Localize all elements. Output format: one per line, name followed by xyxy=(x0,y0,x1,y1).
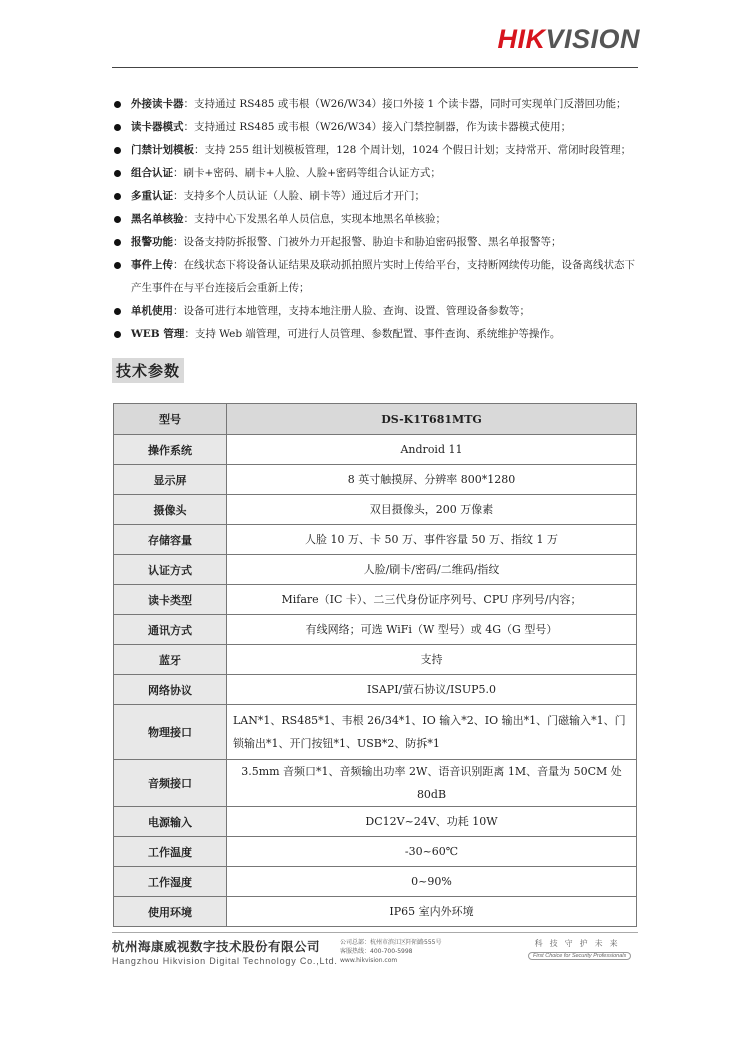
feature-item xyxy=(112,162,640,185)
slogan-cn: 科技守护未来 xyxy=(534,939,625,948)
feature-text: ：支持通过 RS485 或韦根（W26/W34）接口外接 1 个读卡器，同时可实现单门反潜回功能； xyxy=(183,98,627,110)
header-divider xyxy=(112,67,638,68)
spec-value: IP65 室内外环境 xyxy=(227,897,637,927)
spec-label: 工作湿度 xyxy=(114,867,227,897)
spec-row xyxy=(114,867,637,897)
spec-value: 有线网络；可选 WiFi（W 型号）或 4G（G 型号） xyxy=(227,615,637,645)
feature-item xyxy=(112,93,640,116)
spec-label: 存储容量 xyxy=(114,525,227,555)
feature-term: 多重认证 xyxy=(131,190,173,202)
spec-value: 人脸 10 万、卡 50 万、事件容量 50 万、指纹 1 万 xyxy=(227,525,637,555)
feature-text: ：支持通过 RS485 或韦根（W26/W34）接入门禁控制器，作为读卡器模式使用； xyxy=(183,121,572,133)
spec-row xyxy=(114,495,637,525)
hikvision-logo xyxy=(497,24,640,55)
feature-text: ：支持 255 组计划模板管理，128 个周计划，1024 个假日计划；支持常开、常闭时段管理； xyxy=(194,144,632,156)
feature-text: ：支持多个人员认证（人脸、刷卡等）通过后才开门； xyxy=(173,190,425,202)
logo-part-grey: VISION xyxy=(545,24,640,54)
feature-text: ：设备可进行本地管理，支持本地注册人脸、查询、设置、管理设备参数等； xyxy=(173,305,530,317)
spec-row xyxy=(114,465,637,495)
feature-term: WEB 管理 xyxy=(131,328,185,340)
spec-row xyxy=(114,705,637,760)
feature-item xyxy=(112,208,640,231)
feature-item xyxy=(112,323,640,346)
section-title: 技术参数 xyxy=(112,358,184,383)
spec-row xyxy=(114,585,637,615)
footer-divider xyxy=(112,932,638,933)
spec-label: 显示屏 xyxy=(114,465,227,495)
spec-row xyxy=(114,525,637,555)
feature-item xyxy=(112,185,640,208)
feature-term: 组合认证 xyxy=(131,167,173,179)
spec-row xyxy=(114,555,637,585)
spec-label: 摄像头 xyxy=(114,495,227,525)
spec-label: 通讯方式 xyxy=(114,615,227,645)
spec-value: -30~60℃ xyxy=(227,837,637,867)
spec-row xyxy=(114,837,637,867)
feature-text: ：支持 Web 端管理，可进行人员管理、参数配置、事件查询、系统维护等操作。 xyxy=(184,328,561,340)
feature-item xyxy=(112,254,640,300)
spec-row xyxy=(114,615,637,645)
spec-label: 音频接口 xyxy=(114,760,227,807)
feature-term: 事件上传 xyxy=(131,259,173,271)
spec-header-row xyxy=(114,404,637,435)
spec-value: 0~90% xyxy=(227,867,637,897)
feature-text: ：设备支持防拆报警、门被外力开起报警、胁迫卡和胁迫密码报警、黑名单报警等； xyxy=(173,236,562,248)
spec-label: 读卡类型 xyxy=(114,585,227,615)
service-hotline: 客服热线：400-700-5998 xyxy=(340,948,413,955)
footer-contact xyxy=(340,938,441,965)
feature-item xyxy=(112,231,640,254)
footer-company xyxy=(112,937,338,966)
spec-label: 使用环境 xyxy=(114,897,227,927)
spec-label: 物理接口 xyxy=(114,705,227,760)
spec-value: 3.5mm 音频口*1、音频输出功率 2W、语音识别距离 1M、音量为 50CM 处 80dB xyxy=(227,760,637,807)
feature-term: 单机使用 xyxy=(131,305,173,317)
spec-row xyxy=(114,897,637,927)
company-name-cn: 杭州海康威视数字技术股份有限公司 xyxy=(112,939,321,954)
spec-value: Mifare（IC 卡）、二三代身份证序列号、CPU 序列号/内容； xyxy=(227,585,637,615)
spec-row xyxy=(114,807,637,837)
spec-row xyxy=(114,675,637,705)
feature-term: 读卡器模式 xyxy=(131,121,184,133)
slogan-en: First Choice for Security Professionals xyxy=(528,952,631,960)
spec-value: LAN*1、RS485*1、韦根 26/34*1、IO 输入*2、IO 输出*1、门磁输入*1、门锁输出*1、开门按钮*1、USB*2、防拆*1 xyxy=(227,705,637,760)
feature-item xyxy=(112,139,640,162)
spec-value: DC12V~24V、功耗 10W xyxy=(227,807,637,837)
feature-text: ：在线状态下将设备认证结果及联动抓拍照片实时上传给平台，支持断网续传功能，设备离线状态下产生事件在与平台连接后会重新上传； xyxy=(131,259,635,294)
spec-header-label: 型号 xyxy=(114,404,227,435)
spec-row xyxy=(114,435,637,465)
spec-label: 电源输入 xyxy=(114,807,227,837)
spec-value: 双目摄像头，200 万像素 xyxy=(227,495,637,525)
spec-value: Android 11 xyxy=(227,435,637,465)
company-website: www.hikvision.com xyxy=(340,957,398,964)
spec-label: 操作系统 xyxy=(114,435,227,465)
feature-text: ：支持中心下发黑名单人员信息，实现本地黑名单核验； xyxy=(183,213,446,225)
feature-item xyxy=(112,116,640,139)
logo-part-red: HIK xyxy=(497,24,546,54)
feature-term: 黑名单核验 xyxy=(131,213,184,225)
spec-value: 支持 xyxy=(227,645,637,675)
spec-value: 8 英寸触摸屏、分辨率 800*1280 xyxy=(227,465,637,495)
company-name-en: Hangzhou Hikvision Digital Technology Co.,Ltd. xyxy=(112,956,338,966)
spec-table xyxy=(113,403,637,927)
spec-label: 工作温度 xyxy=(114,837,227,867)
feature-term: 门禁计划模板 xyxy=(131,144,194,156)
feature-term: 外接读卡器 xyxy=(131,98,184,110)
spec-row xyxy=(114,645,637,675)
spec-label: 认证方式 xyxy=(114,555,227,585)
company-address: 公司总部：杭州市滨江区阡陌路555号 xyxy=(340,939,442,946)
feature-text: ：刷卡+密码、刷卡+人脸、人脸+密码等组合认证方式； xyxy=(173,167,441,179)
feature-term: 报警功能 xyxy=(131,236,173,248)
footer-slogan xyxy=(528,938,631,960)
spec-label: 网络协议 xyxy=(114,675,227,705)
feature-item xyxy=(112,300,640,323)
spec-value: ISAPI/萤石协议/ISUP5.0 xyxy=(227,675,637,705)
spec-row xyxy=(114,760,637,807)
feature-list xyxy=(112,93,640,346)
spec-header-value: DS-K1T681MTG xyxy=(227,404,637,435)
spec-label: 蓝牙 xyxy=(114,645,227,675)
spec-value: 人脸/刷卡/密码/二维码/指纹 xyxy=(227,555,637,585)
